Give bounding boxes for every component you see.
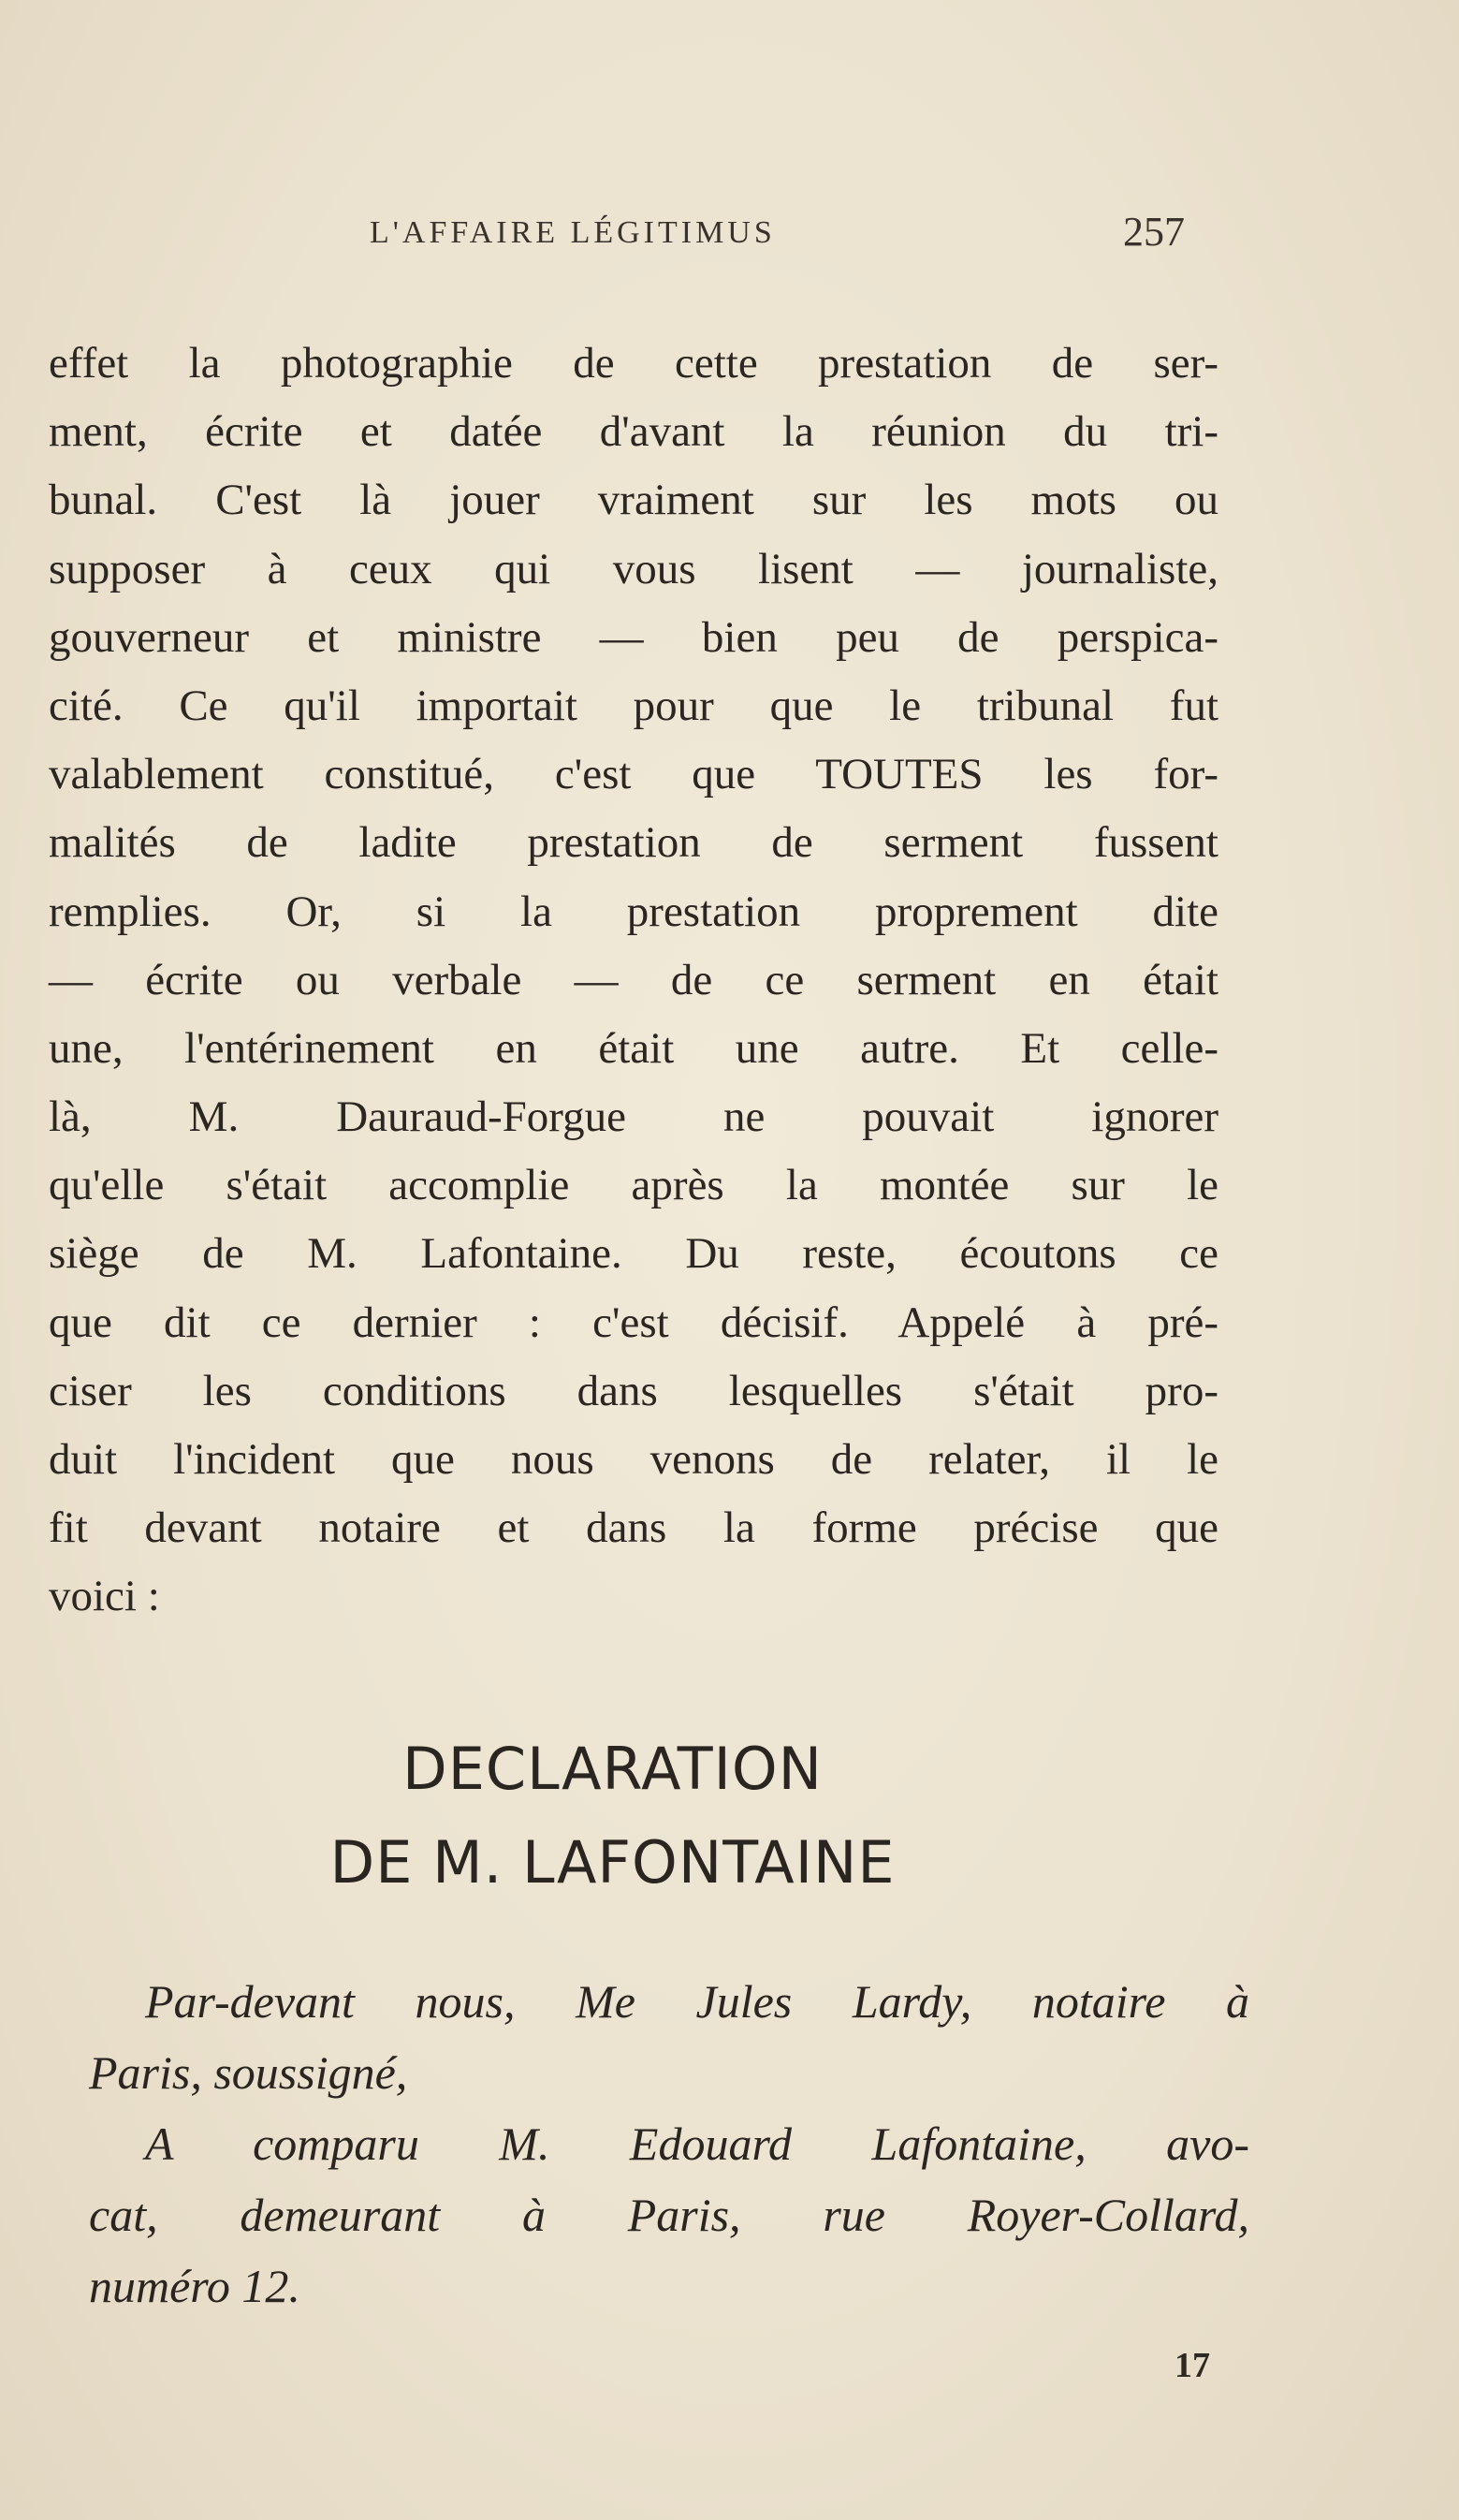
- section-heading: [0, 1722, 1459, 1910]
- text-line: cité. Ce qu'il importait pour que le tribunal fut: [49, 681, 1218, 730]
- text-line: qu'elle s'était accomplie après la montée sur le: [49, 1161, 1218, 1210]
- declaration-line: Par-devant nous, Me Jules Lardy, notaire à: [145, 1975, 1249, 2028]
- text-line: fit devant notaire et dans la forme précise que: [49, 1503, 1218, 1553]
- text-line: — écrite ou verbale — de ce serment en était: [49, 955, 1218, 1004]
- text-line: remplies. Or, si la prestation proprement dite: [49, 886, 1218, 936]
- text-line: valablement constitué, c'est que TOUTES les for-: [49, 750, 1218, 799]
- text-line: gouverneur et ministre — bien peu de perspica-: [49, 612, 1218, 662]
- text-line: ciser les conditions dans lesquelles s'était pro-: [49, 1366, 1218, 1415]
- running-head: [0, 208, 1459, 264]
- declaration-text: [89, 1966, 1249, 2322]
- page-number: 257: [1123, 209, 1185, 255]
- text-line: voici :: [49, 1572, 160, 1621]
- declaration-line: cat, demeurant à Paris, rue Royer-Collard,: [89, 2189, 1249, 2241]
- text-line: là, M. Dauraud-Forgue ne pouvait ignorer: [49, 1092, 1218, 1142]
- body-paragraph: [49, 330, 1218, 1632]
- text-line: malités de ladite prestation de serment fussent: [49, 818, 1218, 868]
- text-line: supposer à ceux qui vous lisent — journaliste,: [49, 544, 1218, 593]
- text-line: une, l'entérinement en était une autre. Et celle-: [49, 1023, 1218, 1073]
- signature-mark: 17: [1174, 2346, 1210, 2385]
- text-line: ment, écrite et datée d'avant la réunion du tri-: [49, 407, 1218, 457]
- text-line: duit l'incident que nous venons de relater, il le: [49, 1435, 1218, 1484]
- text-line: effet la photographie de cette prestation de ser-: [49, 339, 1218, 388]
- heading-line-1: DECLARATION: [401, 1735, 824, 1803]
- text-line: que dit ce dernier : c'est décisif. Appelé à pré-: [49, 1297, 1218, 1347]
- declaration-line: A comparu M. Edouard Lafontaine, avo-: [145, 2117, 1249, 2170]
- heading-line-2: DE M. LAFONTAINE: [329, 1828, 896, 1897]
- declaration-line: Paris, soussigné,: [89, 2046, 408, 2099]
- declaration-line: numéro 12.: [89, 2260, 300, 2312]
- running-title: L'AFFAIRE LÉGITIMUS: [370, 215, 776, 250]
- text-line: bunal. C'est là jouer vraiment sur les mots ou: [49, 476, 1218, 525]
- text-line: siège de M. Lafontaine. Du reste, écoutons ce: [49, 1229, 1218, 1279]
